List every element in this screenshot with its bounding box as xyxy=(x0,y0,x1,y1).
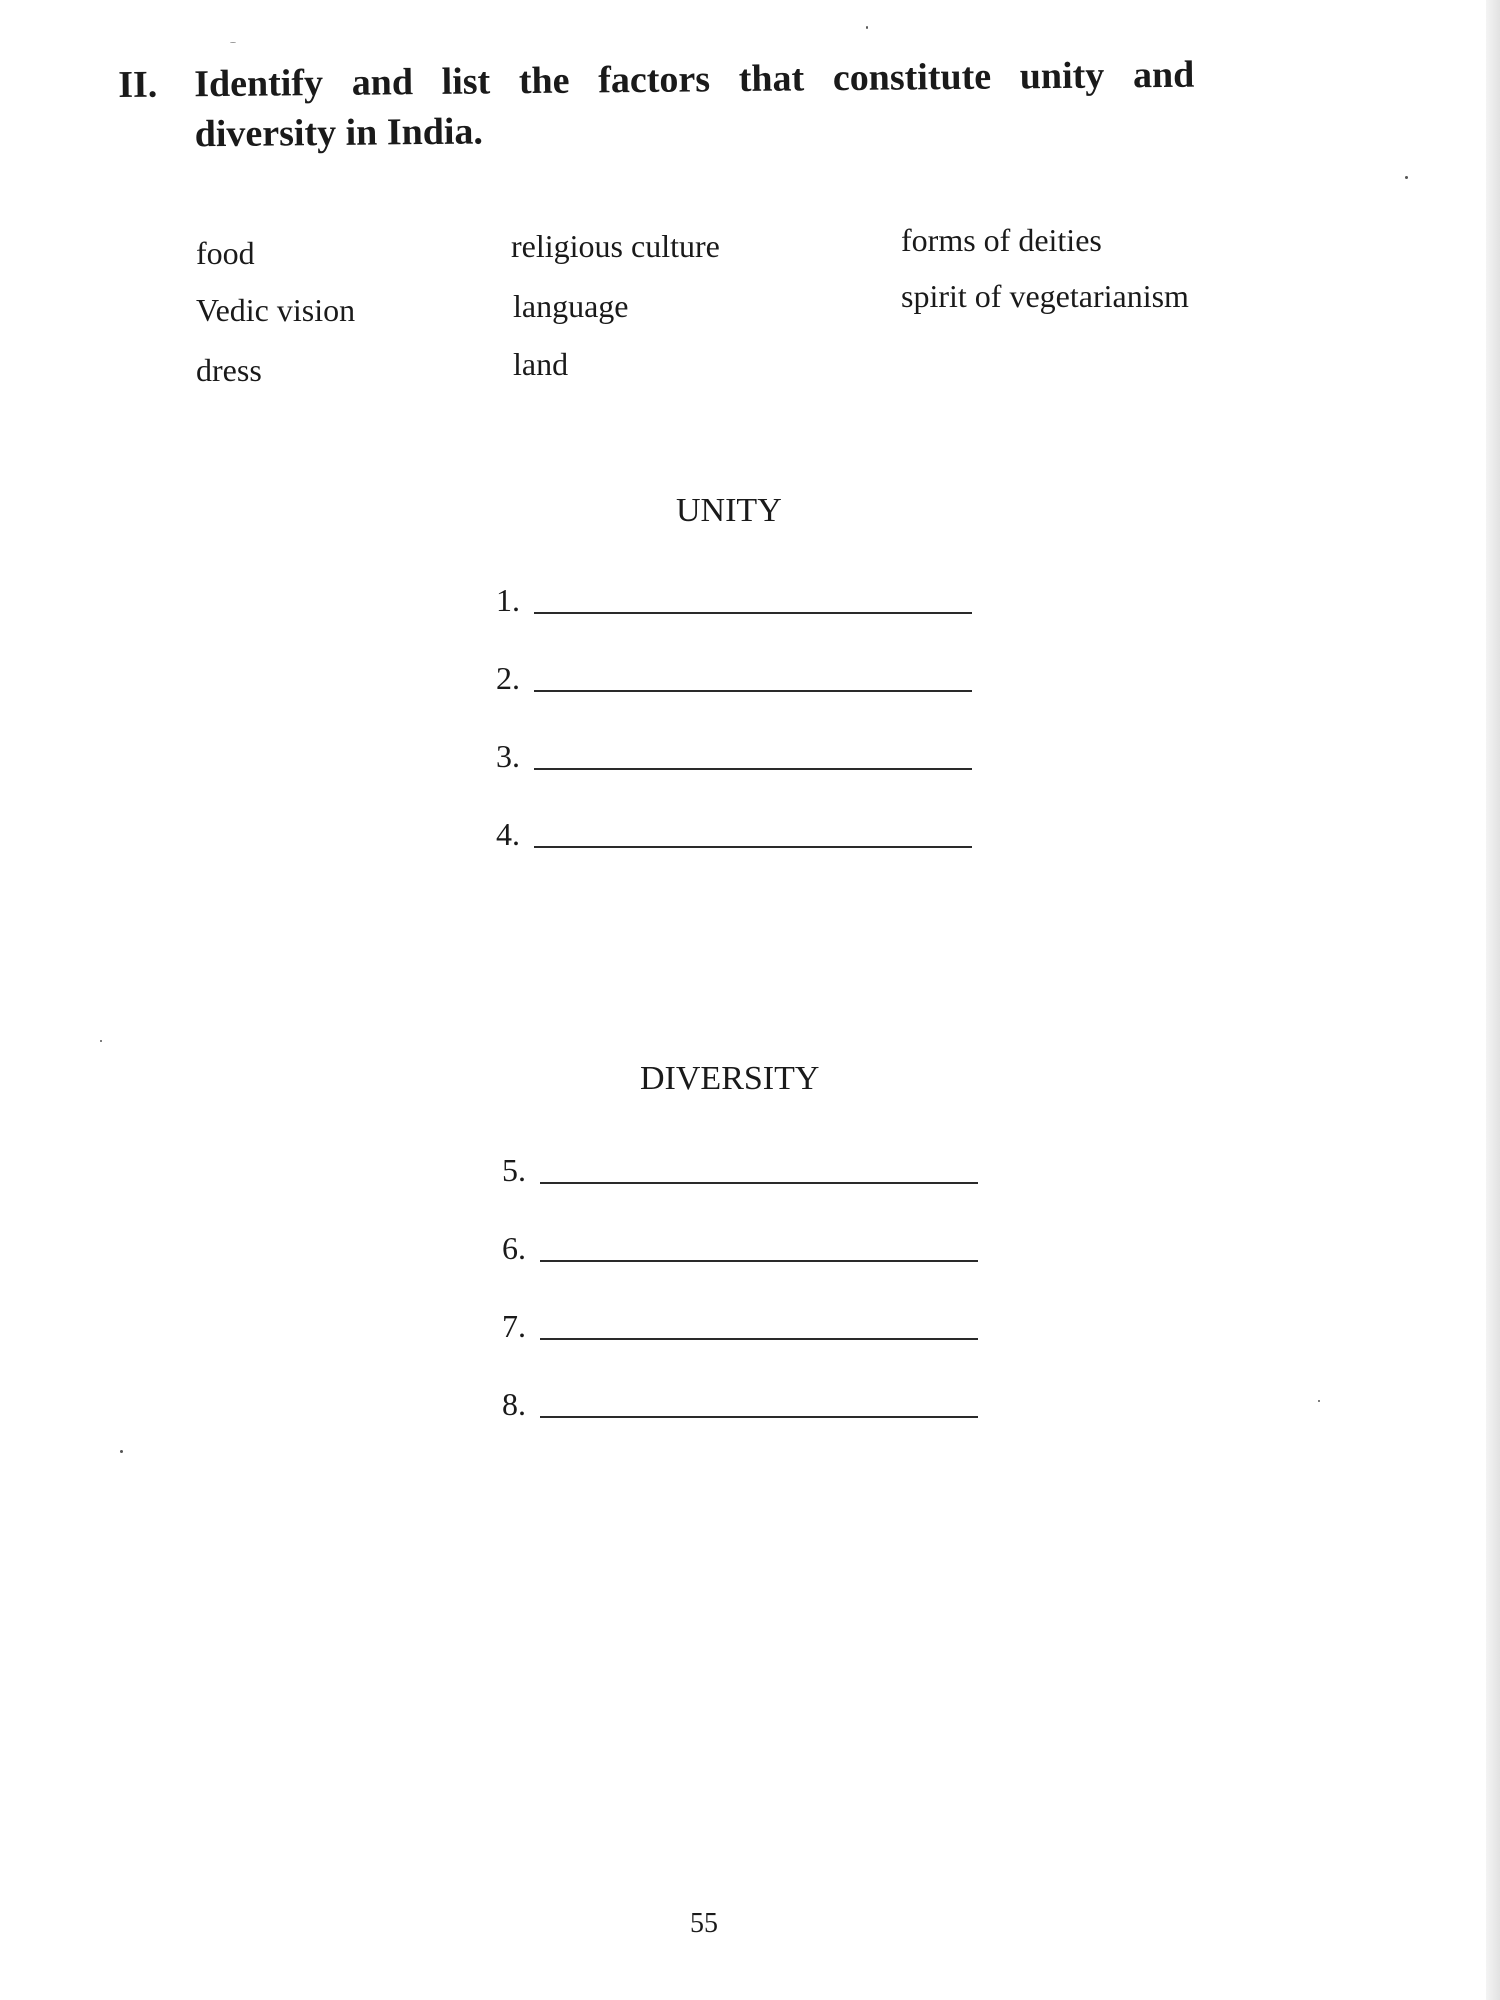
answer-blank[interactable] xyxy=(540,1182,978,1184)
answer-number: 5. xyxy=(502,1152,526,1188)
unity-title: UNITY xyxy=(676,492,782,529)
answer-number: 1. xyxy=(496,582,520,618)
page-edge xyxy=(1486,0,1500,2000)
heading-word: the xyxy=(518,59,570,103)
scan-speck xyxy=(1318,1400,1320,1402)
heading-word: that xyxy=(738,57,805,101)
scan-speck xyxy=(866,26,868,29)
answer-number: 6. xyxy=(502,1230,526,1266)
heading-word: constitute xyxy=(832,55,992,100)
unity-answer-row xyxy=(496,810,972,850)
word-bank-item: spirit of vegetarianism xyxy=(901,278,1189,314)
answer-number: 2. xyxy=(496,660,520,696)
diversity-answer-row xyxy=(502,1380,978,1420)
heading-word: and xyxy=(351,61,414,104)
heading-word: Identify xyxy=(194,62,324,106)
word-bank-item: food xyxy=(196,235,255,271)
diversity-answer-row xyxy=(502,1302,978,1342)
scan-speck xyxy=(100,1040,102,1042)
answer-blank[interactable] xyxy=(534,768,972,770)
page-number: 55 xyxy=(690,1908,718,1939)
answer-number: 7. xyxy=(502,1308,526,1344)
word-bank-item: dress xyxy=(196,352,262,388)
heading-line-2: diversity in India. xyxy=(194,110,484,156)
exercise-heading xyxy=(118,49,1268,156)
word-bank-item: forms of deities xyxy=(901,222,1102,258)
exercise-number: II. xyxy=(118,63,158,106)
unity-answer-row xyxy=(496,732,972,772)
answer-number: 3. xyxy=(496,738,520,774)
diversity-title: DIVERSITY xyxy=(640,1060,820,1097)
answer-blank[interactable] xyxy=(540,1260,978,1262)
heading-word: unity xyxy=(1019,54,1105,98)
heading-word: factors xyxy=(598,58,711,102)
heading-word: and xyxy=(1132,53,1195,97)
scan-speck xyxy=(1405,176,1408,179)
word-bank-item: religious culture xyxy=(511,228,720,264)
heading-word: list xyxy=(441,60,491,103)
word-bank-item: Vedic vision xyxy=(196,292,356,328)
answer-number: 8. xyxy=(502,1386,526,1422)
answer-blank[interactable] xyxy=(540,1338,978,1340)
word-bank-item: language xyxy=(513,288,629,324)
unity-answer-row xyxy=(496,576,972,616)
answer-number: 4. xyxy=(496,816,520,852)
heading-line-1 xyxy=(194,50,1194,110)
answer-blank[interactable] xyxy=(534,846,972,848)
unity-answer-row xyxy=(496,654,972,694)
scan-speck xyxy=(120,1450,123,1453)
diversity-answer-row xyxy=(502,1146,978,1186)
scan-speck xyxy=(230,42,236,43)
diversity-answer-row xyxy=(502,1224,978,1264)
answer-blank[interactable] xyxy=(534,612,972,614)
answer-blank[interactable] xyxy=(534,690,972,692)
word-bank-item: land xyxy=(513,346,569,382)
answer-blank[interactable] xyxy=(540,1416,978,1418)
